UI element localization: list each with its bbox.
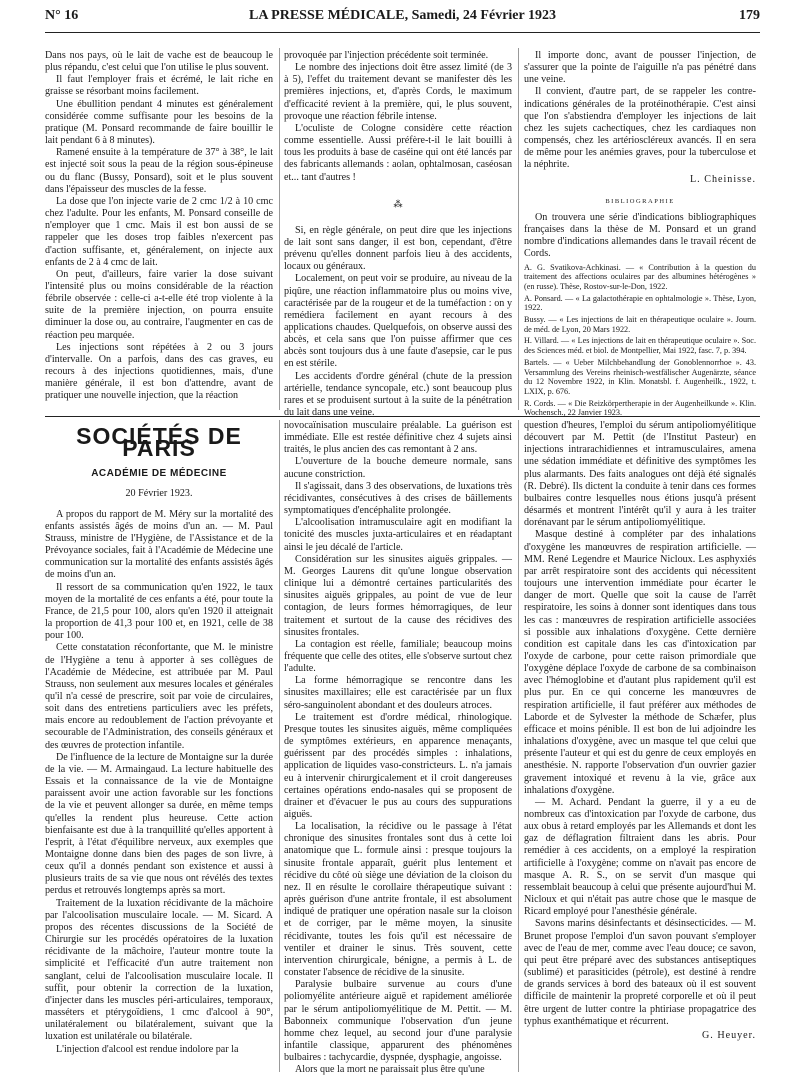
paragraph: Il faut l'employer frais et écrémé, le lait riche en graisse se résorbant moins facilement. xyxy=(45,74,273,98)
bibliography-reference: Bartels. — « Ueber Milchbehandlung der Gonoblennorrhoe ». 43. Versammlung des Vereins rheinisch-westfälischer Augenärzte, séance du 12 Novembre 1922, in Klin. Monatsbl. f. Augenheilk., 1922, t. LXIX, p. 676. xyxy=(524,357,756,396)
top-column-3 xyxy=(524,50,756,418)
paragraph: novocaïnisation musculaire préalable. La guérison est immédiate. Elle est restée définitive chez 4 sujets ainsi traités, le plus ancien des cas remontant à 2 ans. xyxy=(284,420,512,456)
paragraph: Dans nos pays, où le lait de vache est de beaucoup le plus répandu, c'est celui que l'on utilise le plus souvent. xyxy=(45,50,273,74)
paragraph: La dose que l'on injecte varie de 2 cmc 1/2 à 10 cmc chez l'adulte. Pour les enfants, M. Ponsard conseille de n'employer que 1 cmc. Mais il est bon aussi de se rappeler que les doses trop faibles n'exercent pas d'action suffisante, et, généralement, on injecte aux enfants de 2 à 4 cmc de lait. xyxy=(45,195,273,268)
paragraph: Une ébullition pendant 4 minutes est généralement considérée comme suffisante pour les besoins de la pratique (M. Ponsard recommande de faire bouillir le lait pendant 6 à 8 minutes). xyxy=(45,98,273,147)
bottom-column-2 xyxy=(284,420,512,1076)
paragraph: Masque destiné à compléter par des inhalations d'oxygène les manœuvres de respiration artificielle. — MM. René Legendre et Maurice Nicloux. Les asphyxiés par arrêt respiratoire sont des accidents qui nécessitent toujours une intervention immédiate pour écarter le danger de mort. Quelle que soit la cause de l'arrêt respiratoire, les soins à donner sont identiques dans tous les cas : manœuvres de respiration artificielle associées si possible aux inhalations d'oxygène. Cette dernière condition est capitale dans les cas d'intoxication par l'oxyde de carbone, pour cette raison primordiale que l'oxygène déplace l'oxyde de carbone de sa combinaison avec l'hémoglobine et d'autant plus rapidement qu'il est plus pur. En ce qui concerne les manœuvres de respiration artificielle, il faut préférer aux méthodes de Laborde et de Sylvester la méthode de Schæfer, plus efficace et moins pénible. Il est bon de lui adjoindre les inhalations d'oxygène, avec un masque tel que celui que présente l'auteur et qui est du genre de ceux employés en anesthésie. N. rapporte l'observation d'un ouvrier gazier gravement intoxiqué et revenu à la vie, grâce aux inhalations d'oxygène. xyxy=(524,529,756,796)
article-signature: L. Cheinisse. xyxy=(690,173,756,185)
paragraph: Les accidents d'ordre général (chute de la pression artérielle, tendance syncopale, etc.) sont beaucoup plus rares et se produisent surtout à la suite de la pénétration du lait dans une veine. xyxy=(284,370,512,419)
column-rule xyxy=(279,420,280,1072)
section-divider xyxy=(45,416,760,417)
page-header xyxy=(45,2,760,33)
journal-title: LA PRESSE MÉDICALE, Samedi, 24 Février 1923 xyxy=(249,8,556,23)
paragraph: Il convient, d'autre part, de se rappeler les contre-indications générales de la protéinothérapie. C'est ainsi que l'on s'abstiendra d'employer les injections de lait chez les sujets cachectiques, chez les cardiaques non compensés, chez les artérioscléreux avancés. Il en sera de même pour les anémies graves, pour la tuberculose et la néphrite. xyxy=(524,86,756,171)
paragraph: question d'heures, l'emploi du sérum antipoliomyélitique découvert par M. Pettit (de l'Institut Pasteur) en injections intrarachidiennes et intramusculaires, amena une sédation immédiate et définitive des symptômes les plus alarmants. Des faits analogues ont déjà été signalés (R. Debré). Ils dictent la conduite à tenir dans ces formes bulbaires contre lesquelles nous étions jusqu'à présent désarmés et montrent l'intérêt qu'il y aura à les traiter dorénavant par le sérum antipoliomyélitique. xyxy=(524,420,756,529)
paragraph: La contagion est réelle, familiale; beaucoup moins fréquente que celle des otites, elle s'observe surtout chez l'adulte. xyxy=(284,638,512,675)
paragraph: Considération sur les sinusites aiguës grippales. — M. Georges Laurens dit qu'une longue observation clinique lui a démontré certaines particularités des sinusites aiguës grippales, au point de vue de leur contagion, de leurs formes hémorragiques, de leur traitement et surtout de la cause des récidives des sinusites frontales. xyxy=(284,553,512,638)
paragraph: Paralysie bulbaire survenue au cours d'une poliomyélite antérieure aiguë et rapidement améliorée par le sérum antipoliomyélitique de M. Pettit. — M. Babonneix communique l'observation d'un jeune homme chez lequel, au second jour d'une paralysie infantile classique, apparurent des phénomènes bulbaires : tachycardie, dyspnée, dysphagie, angoisse. xyxy=(284,979,512,1064)
paragraph: provoquée par l'injection précédente soit terminée. xyxy=(284,50,489,61)
paragraph: Les injections sont répétées à 2 ou 3 jours d'intervalle. On a parfois, dans des cas graves, eu recours à des injections quotidiennes, mais, d'une manière générale, il est bon d'attendre, avant de pratiquer une nouvelle injection, que la réaction xyxy=(45,341,273,402)
top-column-2 xyxy=(284,50,512,419)
paragraph: De l'influence de la lecture de Montaigne sur la durée de la vie. — M. Armaingaud. La lecture habituelle des Essais et la connaissance de la vie de Montaigne paraissent avoir une action favorable sur les fonctions de la vie et peuvent allonger sa durée, en même temps qu'elles la rendent plus heureuse. Cette action bienfaisante est due à la tranquillité qu'elles apportent à l'esprit, à l'état d'équilibre nerveux, aux exemples que Montaigne donne dans bien des pages de son livre, à ceux qu'il a donnés pendant son existence et aussi à plusieurs traits de sa vie que nous ont révélés des textes perdus et retrouvés longtemps après sa mort. xyxy=(45,751,273,897)
column-rule xyxy=(518,48,519,410)
paragraph: Il importe donc, avant de pousser l'injection, de s'assurer que la pointe de l'aiguille n'a pas pénétré dans une veine. xyxy=(524,50,756,86)
bibliography-reference: A. G. Svatikova-Achkinasi. — « Contribution à la question du traitement des affections oculaires par des albumines hétérogènes » (en russe). Thèse, Rostov-sur-le-Don, 1922. xyxy=(524,262,756,291)
paragraph: Le traitement est d'ordre médical, rhinologique. Presque toutes les sinusites aiguës, même compliquées de symptômes extérieurs, en apparence menaçants, guérissent par des procédés simples : inhalations, application de liquides vaso-constricteurs. L. n'a jamais eu à intervenir chirurgicalement et il croit dangereuses certaines opérations endo-nasales qui se proposent de drainer et d'évacuer le pus au cours des suppurations aiguës. xyxy=(284,711,512,820)
paragraph: L'oculiste de Cologne considère cette réaction comme essentielle. Aussi préfère-t-il le lait bouilli à tous les produits à base de caséine qui ont été lancés par des fabricants allemands : aolan, ophtalmosan, caséosan et... tant d'autres ! xyxy=(284,122,512,183)
column-rule xyxy=(279,48,280,410)
paragraph: Localement, on peut voir se produire, au niveau de la piqûre, une réaction inflammatoire plus ou moins vive, caractérisée par de la rougeur et de la tuméfaction : on y remédiera facilement en ayant recours à des applications chaudes. Quelquefois, on observe aussi des abcès, et cela sans que l'on puisse affirmer que ces abcès sont toujours dus à une faute d'asepsie, car le pus en est stérile. xyxy=(284,273,512,370)
bibliography-reference: H. Villard. — « Les injections de lait en thérapeutique oculaire ». Soc. des Sciences méd. et biol. de Montpellier, Mai 1922, fasc. 7, p. 394. xyxy=(524,336,756,356)
column-rule xyxy=(518,420,519,1072)
paragraph: Alors que la mort ne paraissait plus être qu'une xyxy=(295,1064,485,1076)
paragraph: Cette constatation réconfortante, que M. le ministre de l'Hygiène a tenu à apporter à ses collègues de l'Académie de Médecine, est attribuée par M. Paul Strauss, non seulement aux mesures locales et générales qu'il n'a cessé de prescrire, soit par voie de circulaires, soit dans des entretiens particuliers avec les préfets, mais encore au redoublement de l'action prévoyante et secourable de l'Administration, des conseils généraux et des œuvres de protection infantile. xyxy=(45,642,273,751)
top-column-1 xyxy=(45,50,273,412)
bottom-column-1 xyxy=(45,420,273,1072)
paragraph: Il ressort de sa communication qu'en 1922, le taux moyen de la mortalité de ces enfants a été, pour toute la France, de 21,5 pour 100, alors qu'en 1920 il atteignait la proportion de 41,3 pour 100 et, en 1921, celle de 38 pour 100. xyxy=(45,581,273,642)
bottom-column-3 xyxy=(524,420,756,1072)
paragraph: On trouvera une série d'indications bibliographiques françaises dans la thèse de M. Ponsard et un grand nombre d'indications allemandes dans le travail récent de Cords. xyxy=(524,211,756,260)
paragraph: Ramené ensuite à la température de 37° à 38°, le lait est injecté soit sous la peau de la région sous-épineuse ou du flanc (Bussy, Ponsard), soit et le plus souvent dans l'épaisseur des muscles de la fesse. xyxy=(45,147,273,195)
bibliography-heading: BIBLIOGRAPHIE xyxy=(605,197,675,205)
issue-number: N° 16 xyxy=(45,8,79,23)
academy-heading: ACADÉMIE DE MÉDECINE xyxy=(91,468,227,480)
bibliography-reference: A. Ponsard. — « La galactothérapie en ophtalmologie ». Thèse, Lyon, 1922. xyxy=(524,293,756,313)
paragraph: La forme hémorragique se rencontre dans les sinusites maxillaires; elle est caractérisée par un flux séro-sanguinolent abondant et des douleurs atroces. xyxy=(284,675,512,711)
paragraph: Le nombre des injections doit être assez limité (de 3 à 5), l'effet du traitement devant se manifester dès les premières injections, et, d'après Cords, le maximum d'efficacité revient à la première, qui, le plus souvent, provoque une réaction fébrile intense. xyxy=(284,62,512,122)
session-date: 20 Février 1923. xyxy=(125,488,193,500)
paragraph: Savons marins désinfectants et désinsecticides. — M. Brunet propose l'emploi d'un savon pouvant s'employer avec de l'eau de mer, comme avec l'eau douce; ce savon, qui peut être préparé avec des substances antiseptiques (sublimé) et parasiticides (pétrole), est destiné à rendre de grands services à bord des bateaux où il est souvent difficile de maintenir la propreté corporelle et où il peut être urgent de lutter contre la phtiriase propagatrice des typhus exanthématique et récurrent. xyxy=(524,918,756,1027)
paragraph: La localisation, la récidive ou le passage à l'état chronique des sinusites frontales sont dus à cette loi anatomique que L. formule ainsi : presque toujours la sinusite frontale apparaît, guérit plus lentement et récidive du côté où siège une déviation de la cloison du nez. Il en résulte le corollaire thérapeutique suivant : après guérison d'une antrite frontale, il est absolument indiqué de pratiquer une opération nasale sur la cloison et de corriger, par le même moyen, la sinusite récidivante, toutes les fois qu'il est nécessaire de ventiler et drainer le sinus. Très souvent, cette intervention chirurgicale, bénigne, a permis à L. de constater l'absence de récidive de la sinusite. xyxy=(284,821,512,979)
paragraph: L'injection d'alcool est rendue indolore par la xyxy=(56,1043,239,1055)
asterism-separator: ⁂ xyxy=(393,198,403,209)
paragraph: Traitement de la luxation récidivante de la mâchoire par l'alcoolisation musculaire locale. — M. Sicard. A propos des récentes discussions de la Société de Chirurgie sur les procédés opératoires de la luxation récidivante de la mâchoire, l'auteur montre toute la simplicité et l'efficacité d'un autre traitement non sanglant, celui de l'alcoolisation musculaire locale. Il suffit, pour obtenir la correction de la luxation, d'injecter dans les muscles péri-articulaires, temporaux, masséters et ptérygoïdiens, 1 cmc d'alcool à 90°, unilatéralement ou bilatéralement, suivant que la luxation est unilatérale ou bilatérale. xyxy=(45,897,273,1043)
page-number: 179 xyxy=(739,8,760,23)
paragraph: Il s'agissait, dans 3 des observations, de luxations très récidivantes, consécutives à des crises de bâillements symptomatiques d'encéphalite prolongée. xyxy=(284,480,512,517)
paragraph: On peut, d'ailleurs, faire varier la dose suivant l'intensité plus ou moins considérable de la réaction fébrile observée : celle-ci a-t-elle été trop violente à la suite de la première injection, on pourra ensuite diminuer la dose ou, au contraire, l'augmenter en cas de réaction peu marquée. xyxy=(45,268,273,341)
paragraph: L'alcoolisation intramusculaire agit en modifiant la tonicité des muscles juxta-articulaires et en réadaptant ainsi le jeu décalé de l'article. xyxy=(284,517,512,553)
paragraph: Si, en règle générale, on peut dire que les injections de lait sont sans danger, il est bon, cependant, d'être prévenu qu'elles donnent parfois lieu à des accidents, locaux ou généraux. xyxy=(284,224,512,273)
article-signature: G. Heuyer. xyxy=(701,1029,756,1041)
paragraph: A propos du rapport de M. Méry sur la mortalité des enfants assistés âgés de moins d'un an. — M. Paul Strauss, ministre de l'Hygiène, de l'Assistance et de la Prévoyance sociales, fait à l'Académie de Médecine une communication sur la mortalité des enfants assistés âgés de moins d'un an. xyxy=(45,508,273,581)
bibliography-reference: R. Cords. — « Die Reizkörpertherapie in der Augenheilkunde ». Klin. Wochensch., 22 Janvier 1923. xyxy=(524,398,756,418)
paragraph: L'ouverture de la bouche demeure normale, sans aucune constriction. xyxy=(284,456,512,480)
section-title: SOCIÉTÉS DE PARIS xyxy=(76,423,242,462)
paragraph: — M. Achard. Pendant la guerre, il y a eu de nombreux cas d'intoxication par l'oxyde de carbone, dus aux obus à retard employés par les Allemands et dont les gaz de déflagration filtraient dans les abris. Pour remédier à ces accidents, on a employé la respiration artificielle à l'oxygène; comme on n'avait pas encore de masque A. R. S., on se servit d'un masque qui ressemblait beaucoup à celui que présente aujourd'hui M. Nicloux et qui n'était pas autre chose que le masque de Ricard employé pour l'anesthésie générale. xyxy=(524,796,756,918)
bibliography-reference: Bussy. — « Les injections de lait en thérapeutique oculaire ». Journ. de méd. de Lyon, 20 Mars 1922. xyxy=(524,315,756,334)
